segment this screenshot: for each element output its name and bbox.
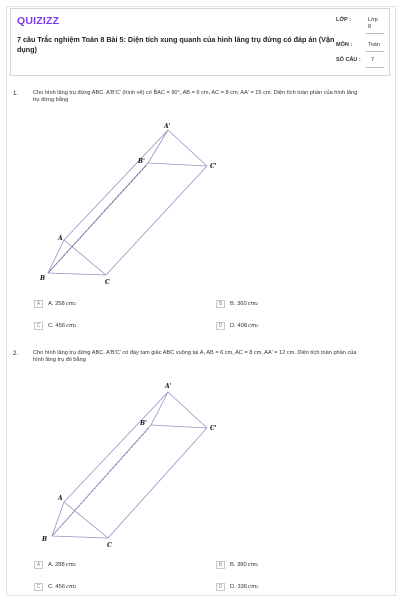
- q1-option-a-unit: cm: [65, 301, 74, 307]
- q1-label-b-prime: B': [138, 158, 145, 165]
- q1-option-d-exp: 2: [256, 324, 259, 328]
- q2-option-c[interactable]: [34, 583, 76, 591]
- count-value: 7: [371, 57, 375, 63]
- q2-option-b-unit: cm: [247, 562, 256, 568]
- q1-option-a-exp: 2: [73, 302, 77, 306]
- grade-value: Lớp 8: [368, 17, 378, 30]
- q2-option-d-value: D. 336: [230, 584, 248, 590]
- q2-option-c-unit: cm: [66, 584, 75, 590]
- q2-label-a: A: [58, 495, 63, 502]
- q1-option-d-box: D: [216, 322, 225, 330]
- q2-option-c-box: C: [34, 583, 43, 591]
- question-2-number: 2.: [13, 350, 19, 357]
- q1-option-b-unit: cm: [247, 301, 256, 307]
- count-label: SỐ CÂU :: [336, 57, 361, 63]
- q1-option-b-box: B: [216, 300, 225, 308]
- q1-option-c-exp: 2: [74, 324, 77, 328]
- q2-option-d-box: D: [216, 583, 225, 591]
- subject-label: MÔN :: [336, 42, 353, 48]
- q2-option-c-value: C. 456: [48, 584, 66, 590]
- q2-label-b: B: [42, 536, 48, 543]
- q2-option-a[interactable]: [34, 561, 76, 569]
- q1-option-b-value: B. 360: [230, 301, 247, 307]
- q2-label-b-prime: B': [140, 420, 147, 427]
- q2-option-d-unit: cm: [248, 584, 257, 590]
- question-1-number: 1.: [13, 90, 19, 97]
- q1-label-a: A: [58, 235, 63, 242]
- q2-option-a-exp: 2: [73, 563, 77, 567]
- q2-option-b-exp: 2: [255, 563, 259, 567]
- q1-option-c-box: C: [34, 322, 43, 330]
- q2-label-a-prime: A': [165, 383, 172, 390]
- q1-option-c-value: C. 456: [48, 323, 66, 329]
- q1-option-c-unit: cm: [66, 323, 75, 329]
- grade-label: LỚP :: [336, 17, 351, 23]
- worksheet-title: 7 câu Trắc nghiệm Toán 8 Bài 5: Diện tích xung quanh của hình lăng trụ đứng có đáp án (Vận dụng): [17, 35, 335, 54]
- q2-label-c: C: [107, 542, 112, 549]
- q1-option-a-box: A: [34, 300, 43, 308]
- q2-option-c-exp: 2: [74, 585, 77, 589]
- question-1-text: Cho hình lăng trụ đứng ABC. A'B'C' (hình vẽ) có B̂AC = 90°, AB = 6 cm, AC = 8 cm, AA' = 15 cm. Diện tích toàn phần của hình lăng trụ đứng bằng: [33, 90, 358, 104]
- q1-option-a-value: A. 258: [48, 301, 65, 307]
- question-2-text: Cho hình lăng trụ đứng ABC. A'B'C' có đáy tam giác ABC vuông tại A, AB = 6 cm, AC = 8 cm, AA' = 12 cm. Diện tích toàn phần của hình lăng trụ đó bằng: [33, 350, 357, 364]
- q2-label-c-prime: C': [210, 425, 217, 432]
- q1-label-c-prime: C': [210, 163, 217, 170]
- q1-label-c: C: [105, 279, 110, 286]
- q2-option-d[interactable]: [216, 583, 258, 591]
- q2-option-a-value: A. 288: [48, 562, 65, 568]
- q2-option-a-box: A: [34, 561, 43, 569]
- q2-option-b-value: B. 380: [230, 562, 247, 568]
- q1-option-d-unit: cm: [248, 323, 257, 329]
- subject-value: Toán: [368, 42, 380, 48]
- q1-option-b-exp: 2: [255, 302, 259, 306]
- q2-option-a-unit: cm: [65, 562, 74, 568]
- quizizz-logo: QUIZIZZ: [17, 15, 60, 27]
- q2-option-b[interactable]: [216, 561, 258, 569]
- q1-label-a-prime: A': [164, 123, 171, 130]
- q2-option-d-exp: 2: [256, 585, 259, 589]
- q1-label-b: B: [40, 275, 46, 282]
- q2-option-b-box: B: [216, 561, 225, 569]
- q1-option-d-value: D. 408: [230, 323, 248, 329]
